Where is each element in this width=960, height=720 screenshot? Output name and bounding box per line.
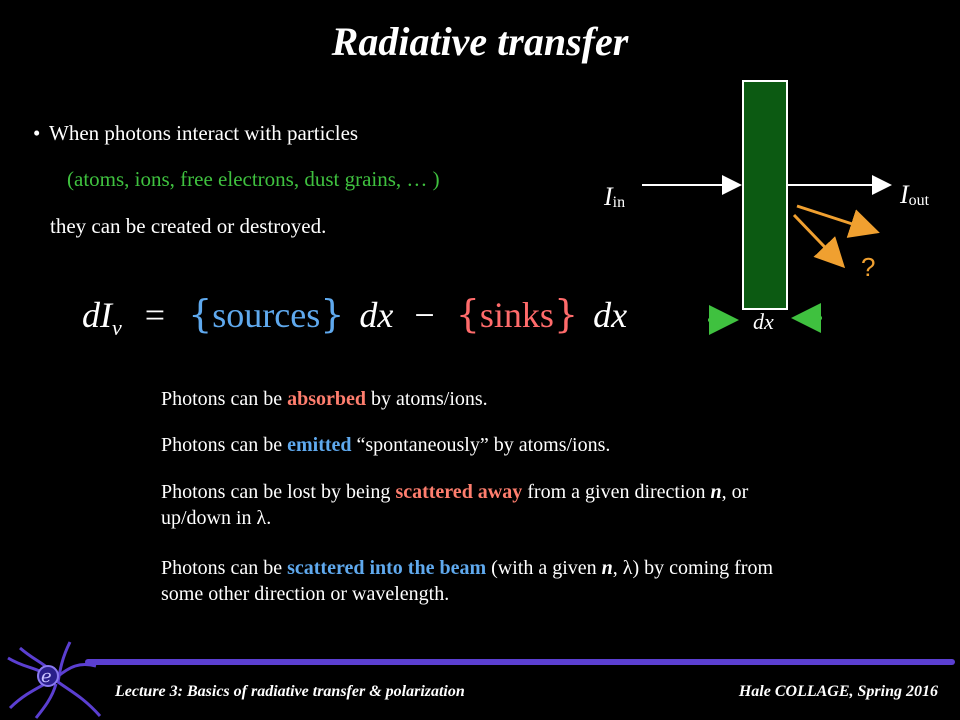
item-text: (with a given — [486, 557, 602, 579]
item-text: from a given direction — [522, 481, 711, 503]
footer-rule — [85, 659, 955, 665]
eq-lbrace-2: { — [455, 292, 480, 336]
item-text: Photons can be — [161, 388, 288, 410]
highlight-absorbed: absorbed — [287, 388, 366, 410]
item-text: , or up/down in λ. — [161, 481, 749, 529]
question-mark: ? — [861, 252, 876, 282]
bullet-main — [33, 121, 358, 146]
item-text: , λ) by coming from some other direction or wavelength. — [161, 557, 774, 605]
eq-dx-1: dx — [359, 295, 394, 335]
bullet-dot: • — [33, 121, 41, 145]
eq-sinks: sinks — [479, 295, 554, 335]
eq-lhs-sub: ν — [112, 315, 122, 341]
eq-rbrace-1: } — [320, 292, 345, 336]
item-scattered-away — [161, 479, 761, 531]
footer-course: Hale COLLAGE, Spring 2016 — [738, 683, 938, 700]
slab-diagram — [580, 75, 940, 345]
item-text: Photons can be — [161, 434, 288, 456]
transfer-equation — [82, 292, 627, 341]
highlight-scattered-into: scattered into the beam — [287, 557, 487, 579]
item-text: Photons can be — [161, 557, 288, 579]
bullet-sub: (atoms, ions, free electrons, dust grains, … ) — [67, 167, 440, 191]
i-in-label: Iin — [604, 182, 626, 211]
dx-label: dx — [753, 309, 774, 334]
direction-n: n — [710, 481, 722, 503]
item-absorbed — [161, 386, 801, 412]
highlight-scattered-away: scattered away — [395, 481, 523, 503]
scatter-arrow-1 — [797, 206, 877, 232]
eq-equals: = — [144, 295, 166, 335]
item-text: “spontaneously” by atoms/ions. — [351, 434, 611, 456]
eq-lbrace-1: { — [188, 292, 213, 336]
collage-logo — [0, 636, 110, 720]
eq-dx-2: dx — [593, 295, 628, 335]
item-text: Photons can be lost by being — [161, 481, 396, 503]
eq-rbrace-2: } — [553, 292, 579, 336]
direction-n: n — [601, 557, 613, 579]
svg-text:e: e — [41, 666, 52, 687]
highlight-emitted: emitted — [287, 434, 352, 456]
eq-lhs: dI — [82, 295, 112, 335]
footer-lecture: Lecture 3: Basics of radiative transfer & polarization — [115, 683, 465, 700]
absorbing-slab — [743, 81, 787, 309]
bullet-text: When photons interact with particles — [49, 121, 359, 145]
eq-minus: − — [414, 295, 435, 335]
i-out-label: Iout — [900, 180, 930, 209]
scatter-arrow-2 — [794, 215, 843, 266]
slide-title: Radiative transfer — [331, 19, 629, 64]
item-text: by atoms/ions. — [366, 388, 488, 410]
item-scattered-into — [161, 555, 781, 607]
eq-sources: sources — [212, 295, 321, 335]
bullet-continuation: they can be created or destroyed. — [50, 214, 327, 238]
item-emitted — [161, 432, 801, 458]
